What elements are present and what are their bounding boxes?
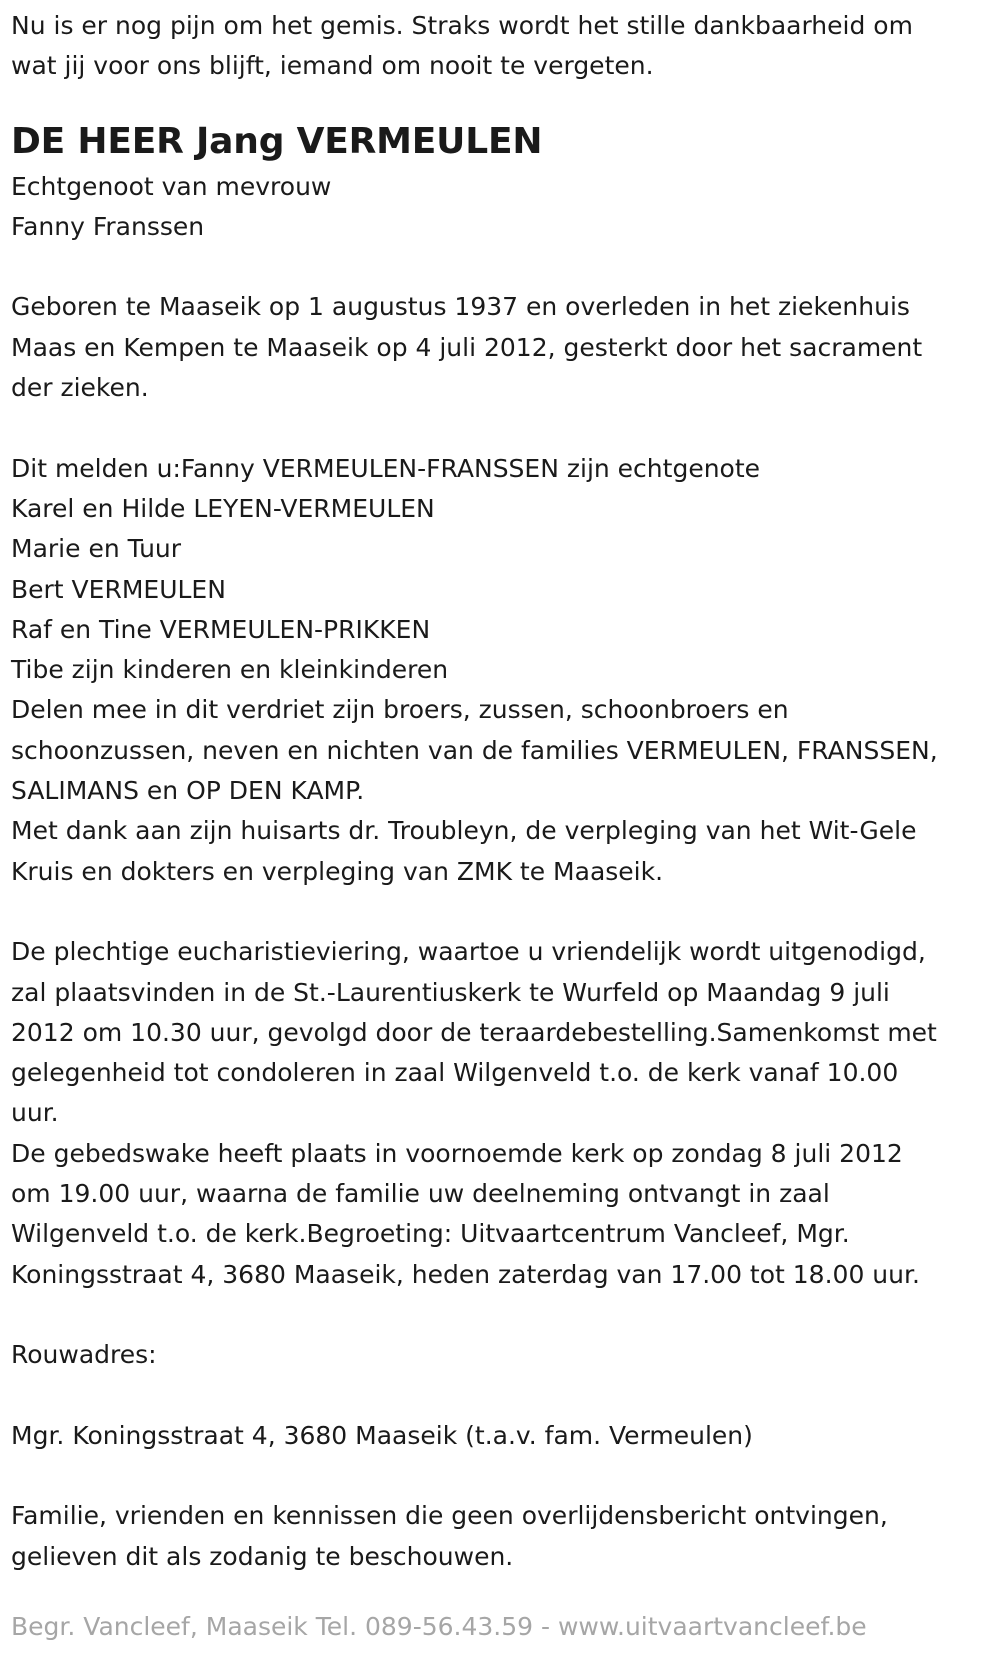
ceremony-line: uur. [11, 1098, 59, 1128]
spacer [11, 1456, 990, 1496]
intro-line: wat jij voor ons blijft, iemand om nooit te vergeten. [11, 51, 654, 81]
ceremony-line: 2012 om 10.30 uur, gevolgd door de teraardebestelling.Samenkomst met [11, 1017, 937, 1047]
ceremony-line: Koningsstraat 4, 3680 Maaseik, heden zaterdag van 17.00 tot 18.00 uur. [11, 1259, 920, 1289]
family-line: Karel en Hilde LEYEN-VERMEULEN [11, 493, 435, 523]
birth-death-line: der zieken. [11, 373, 149, 403]
ceremony-line: gelegenheid tot condoleren in zaal Wilgenveld t.o. de kerk vanaf 10.00 [11, 1058, 899, 1088]
closing-line: Familie, vrienden en kennissen die geen overlijdensbericht ontvingen, [11, 1501, 888, 1531]
family-line: Kruis en dokters en verpleging van ZMK te Maaseik. [11, 856, 664, 886]
mourning-address: Mgr. Koningsstraat 4, 3680 Maaseik (t.a.v. fam. Vermeulen) [11, 1420, 753, 1450]
family-line: Bert VERMEULEN [11, 574, 226, 604]
ceremony-line: Wilgenveld t.o. de kerk.Begroeting: Uitvaartcentrum Vancleef, Mgr. [11, 1219, 850, 1249]
ceremony-line: om 19.00 uur, waarna de familie uw deelneming ontvangt in zaal [11, 1179, 830, 1209]
spacer [11, 408, 990, 448]
birth-death-line: Geboren te Maaseik op 1 augustus 1937 en overleden in het ziekenhuis [11, 292, 910, 322]
deceased-name-title: DE HEER Jang VERMEULEN [11, 120, 543, 162]
family-line: Raf en Tine VERMEULEN-PRIKKEN [11, 614, 431, 644]
ceremony-info [11, 932, 990, 1295]
family-line: SALIMANS en OP DEN KAMP. [11, 776, 365, 806]
spouse-line: Fanny Franssen [11, 211, 205, 241]
spacer [11, 1295, 990, 1335]
family-line: Marie en Tuur [11, 534, 182, 564]
mourning-address-label: Rouwadres: [11, 1340, 157, 1370]
spacer [11, 247, 990, 287]
family-line: Tibe zijn kinderen en kleinkinderen [11, 655, 449, 685]
spouse-line: Echtgenoot van mevrouw [11, 171, 332, 201]
spacer [11, 892, 990, 932]
closing-line: gelieven dit als zodanig te beschouwen. [11, 1541, 514, 1571]
ceremony-line: zal plaatsvinden in de St.-Laurentiuskerk te Wurfeld op Maandag 9 juli [11, 977, 890, 1007]
birth-death-info [11, 287, 990, 408]
funeral-home-footer: Begr. Vancleef, Maaseik Tel. 089-56.43.59 - www.uitvaartvancleef.be [11, 1611, 867, 1641]
closing-text [11, 1496, 990, 1577]
ceremony-line: De gebedswake heeft plaats in voornoemde kerk op zondag 8 juli 2012 [11, 1138, 903, 1168]
ceremony-line: De plechtige eucharistieviering, waartoe u vriendelijk wordt uitgenodigd, [11, 937, 926, 967]
intro-text [11, 6, 990, 87]
family-line: Met dank aan zijn huisarts dr. Troubleyn, de verpleging van het Wit-Gele [11, 816, 917, 846]
spouse-info [11, 167, 990, 248]
birth-death-line: Maas en Kempen te Maaseik op 4 juli 2012, gesterkt door het sacrament [11, 332, 923, 362]
family-line: Delen mee in dit verdriet zijn broers, zussen, schoonbroers en [11, 695, 789, 725]
family-line: Dit melden u:Fanny VERMEULEN-FRANSSEN zijn echtgenote [11, 453, 761, 483]
spacer [11, 1376, 990, 1416]
family-line: schoonzussen, neven en nichten van de families VERMEULEN, FRANSSEN, [11, 735, 938, 765]
family-announcement [11, 449, 990, 892]
intro-line: Nu is er nog pijn om het gemis. Straks wordt het stille dankbaarheid om [11, 11, 913, 40]
